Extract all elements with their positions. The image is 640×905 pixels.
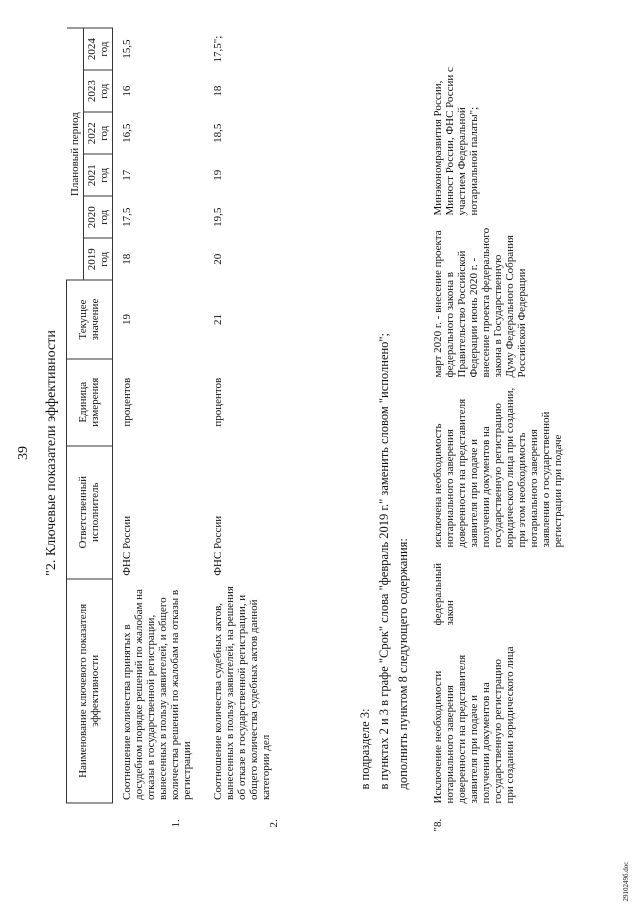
- item8-type: федеральный закон: [432, 562, 456, 625]
- header-unit: Единица измерения: [67, 358, 113, 445]
- row-value: 18: [120, 253, 133, 265]
- row-value: 18: [212, 85, 224, 97]
- table-row: [210, 28, 296, 803]
- row-value: 19: [212, 169, 224, 181]
- note-replace: в пунктах 2 и 3 в графе "Срок" слова "февраль 2019 г." заменить словом "исполнено";: [377, 332, 391, 789]
- note-add-item: дополнить пунктом 8 следующего содержания:: [396, 537, 410, 789]
- table-row: [112, 28, 210, 803]
- row-current: 21: [212, 313, 224, 325]
- row-value: 15,5: [120, 38, 133, 59]
- header-year: 2022 год: [83, 112, 112, 154]
- header-name: Наименование ключевого показателя эффективности: [67, 578, 113, 802]
- row-unit: процентов: [212, 377, 224, 427]
- item8-index: "8.: [432, 818, 444, 831]
- header-year: 2021 год: [83, 154, 112, 196]
- row-value: 17,5";: [212, 35, 224, 62]
- page-number: 39: [16, 445, 31, 460]
- item8-responsible: Минэкономразвития России, Минюст России, ФНС России с участием Федеральной нотариальной палаты";: [432, 66, 480, 215]
- row-current: 19: [120, 313, 133, 325]
- row-index: 1.: [170, 818, 182, 827]
- section-heading: "2. Ключевые показатели эффективности: [44, 329, 59, 576]
- header-year: 2019 год: [83, 238, 112, 280]
- row-executor: ФНС России: [212, 515, 224, 576]
- item8-deadline: март 2020 г. - внесение проекта федерального закона в Правительство Российской Федерации июнь 2020 г. - внесение проекта федерального закона в Государственную Думу Федерального Собрания Российской Федерации: [432, 227, 528, 377]
- header-year: 2024 год: [83, 28, 112, 70]
- row-value: 19,5: [212, 207, 224, 227]
- header-year: 2020 год: [83, 196, 112, 238]
- row-name: Соотношение количества судебных актов, вынесенных в пользу заявителей, на решения об отказе в государственной регистрации, и общего количества судебных актов данной категории дел: [212, 585, 272, 800]
- row-unit: процентов: [120, 377, 133, 427]
- item8-result: исключена необходимость нотариального заверения доверенности на представителя заявителя при подаче и получении документов на государственную регистрацию юридического лица при создании, при этом необходимость нотариального заверения заявления о государственной регистрации при подаче: [432, 387, 564, 547]
- row-name: Соотношение количества принятых в досудебном порядке решений по жалобам на отказы в государственной регистрации, вынесенных в пользу заявителей, и общего количества решений по жалобам на отказы в регистрации: [120, 588, 193, 800]
- row-value: 16,5: [120, 123, 133, 143]
- kpi-table: [66, 27, 296, 803]
- row-value: 17,5: [120, 207, 133, 227]
- header-planned: Плановый период: [67, 28, 84, 280]
- row-value: 17: [120, 169, 133, 181]
- row-index: 2.: [268, 818, 280, 827]
- item8-name: Исключение необходимости нотариального заверения доверенности на представителя заявителя при подаче и получении документов на государственную регистрацию при создании юридического лица: [432, 645, 516, 803]
- row-executor: ФНС России: [120, 515, 133, 576]
- row-value: 16: [120, 85, 133, 97]
- note-subsection: в подразделе 3:: [358, 707, 372, 789]
- row-value: 18,5: [212, 123, 224, 143]
- row-value: 20: [212, 253, 224, 265]
- header-year: 2023 год: [83, 70, 112, 112]
- header-executor: Ответственный исполнитель: [67, 445, 113, 578]
- footer-code: 2910249б.doc: [622, 861, 630, 901]
- header-current: Текущее значение: [67, 280, 113, 358]
